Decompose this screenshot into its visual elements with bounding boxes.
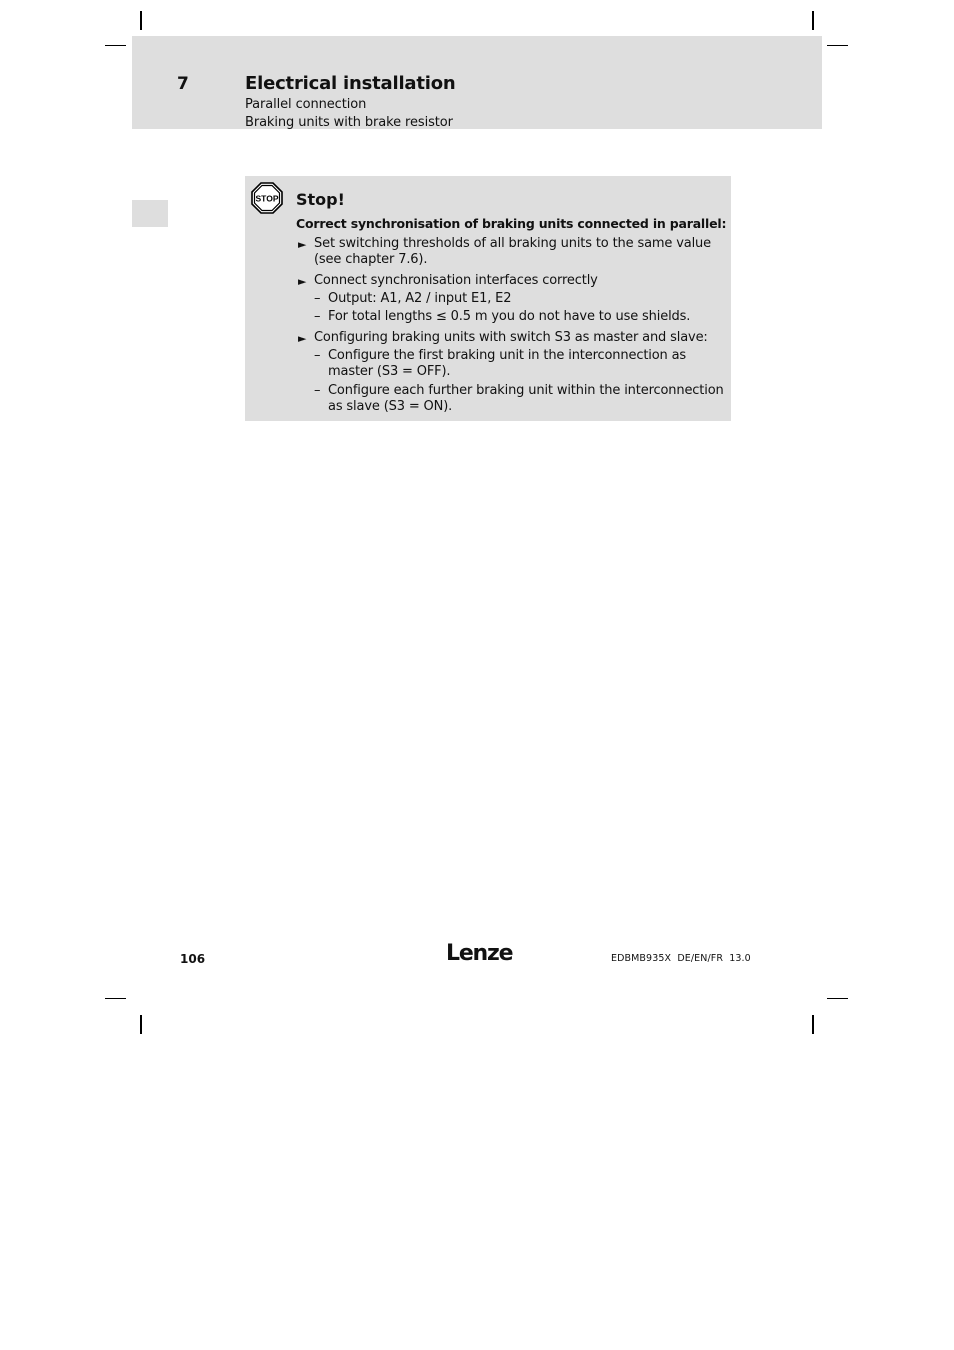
dash-icon: – bbox=[314, 309, 321, 324]
dash-icon: – bbox=[314, 383, 321, 398]
subsection-subtitle: Braking units with brake resistor bbox=[245, 115, 453, 130]
list-item-text: Set switching thresholds of all braking units to the same value bbox=[314, 236, 711, 251]
sub-item-text: Output: A1, A2 / input E1, E2 bbox=[328, 291, 512, 306]
crop-mark bbox=[812, 1015, 814, 1034]
stop-heading: Stop! bbox=[296, 190, 345, 209]
sub-item-text: Configure each further braking unit within the interconnection bbox=[328, 383, 724, 398]
bullet-arrow-icon: ► bbox=[298, 275, 307, 288]
bullet-arrow-icon: ► bbox=[298, 238, 307, 251]
dash-icon: – bbox=[314, 291, 321, 306]
crop-mark bbox=[827, 998, 848, 999]
sub-item-text: Configure the first braking unit in the interconnection as bbox=[328, 348, 687, 363]
stop-intro: Correct synchronisation of braking units connected in parallel: bbox=[296, 216, 727, 231]
stop-sign-text: STOP bbox=[255, 193, 279, 204]
list-item-text: Configuring braking units with switch S3 as master and slave: bbox=[314, 330, 708, 345]
chapter-title: Electrical installation bbox=[245, 73, 456, 94]
header-band bbox=[132, 36, 822, 129]
crop-mark bbox=[105, 998, 126, 999]
list-item-text: Connect synchronisation interfaces correctly bbox=[314, 273, 598, 288]
lenze-logo: Lenze bbox=[446, 941, 513, 966]
sub-item-text: For total lengths ≤ 0.5 m you do not have to use shields. bbox=[328, 309, 691, 324]
bullet-arrow-icon: ► bbox=[298, 332, 307, 345]
crop-mark bbox=[140, 11, 142, 30]
crop-mark bbox=[812, 11, 814, 30]
stop-sign-icon bbox=[251, 182, 283, 214]
sub-item-text: as slave (S3 = ON). bbox=[328, 399, 453, 414]
side-tab bbox=[132, 200, 168, 227]
document-id: EDBMB935X DE/EN/FR 13.0 bbox=[611, 953, 751, 964]
stop-notice bbox=[245, 176, 731, 421]
crop-mark bbox=[140, 1015, 142, 1034]
chapter-number: 7 bbox=[177, 74, 189, 94]
crop-mark bbox=[105, 45, 126, 46]
page-number: 106 bbox=[180, 952, 206, 966]
crop-mark bbox=[827, 45, 848, 46]
list-item-text: (see chapter 7.6). bbox=[314, 252, 428, 267]
section-subtitle: Parallel connection bbox=[245, 97, 367, 112]
dash-icon: – bbox=[314, 348, 321, 363]
sub-item-text: master (S3 = OFF). bbox=[328, 364, 451, 379]
